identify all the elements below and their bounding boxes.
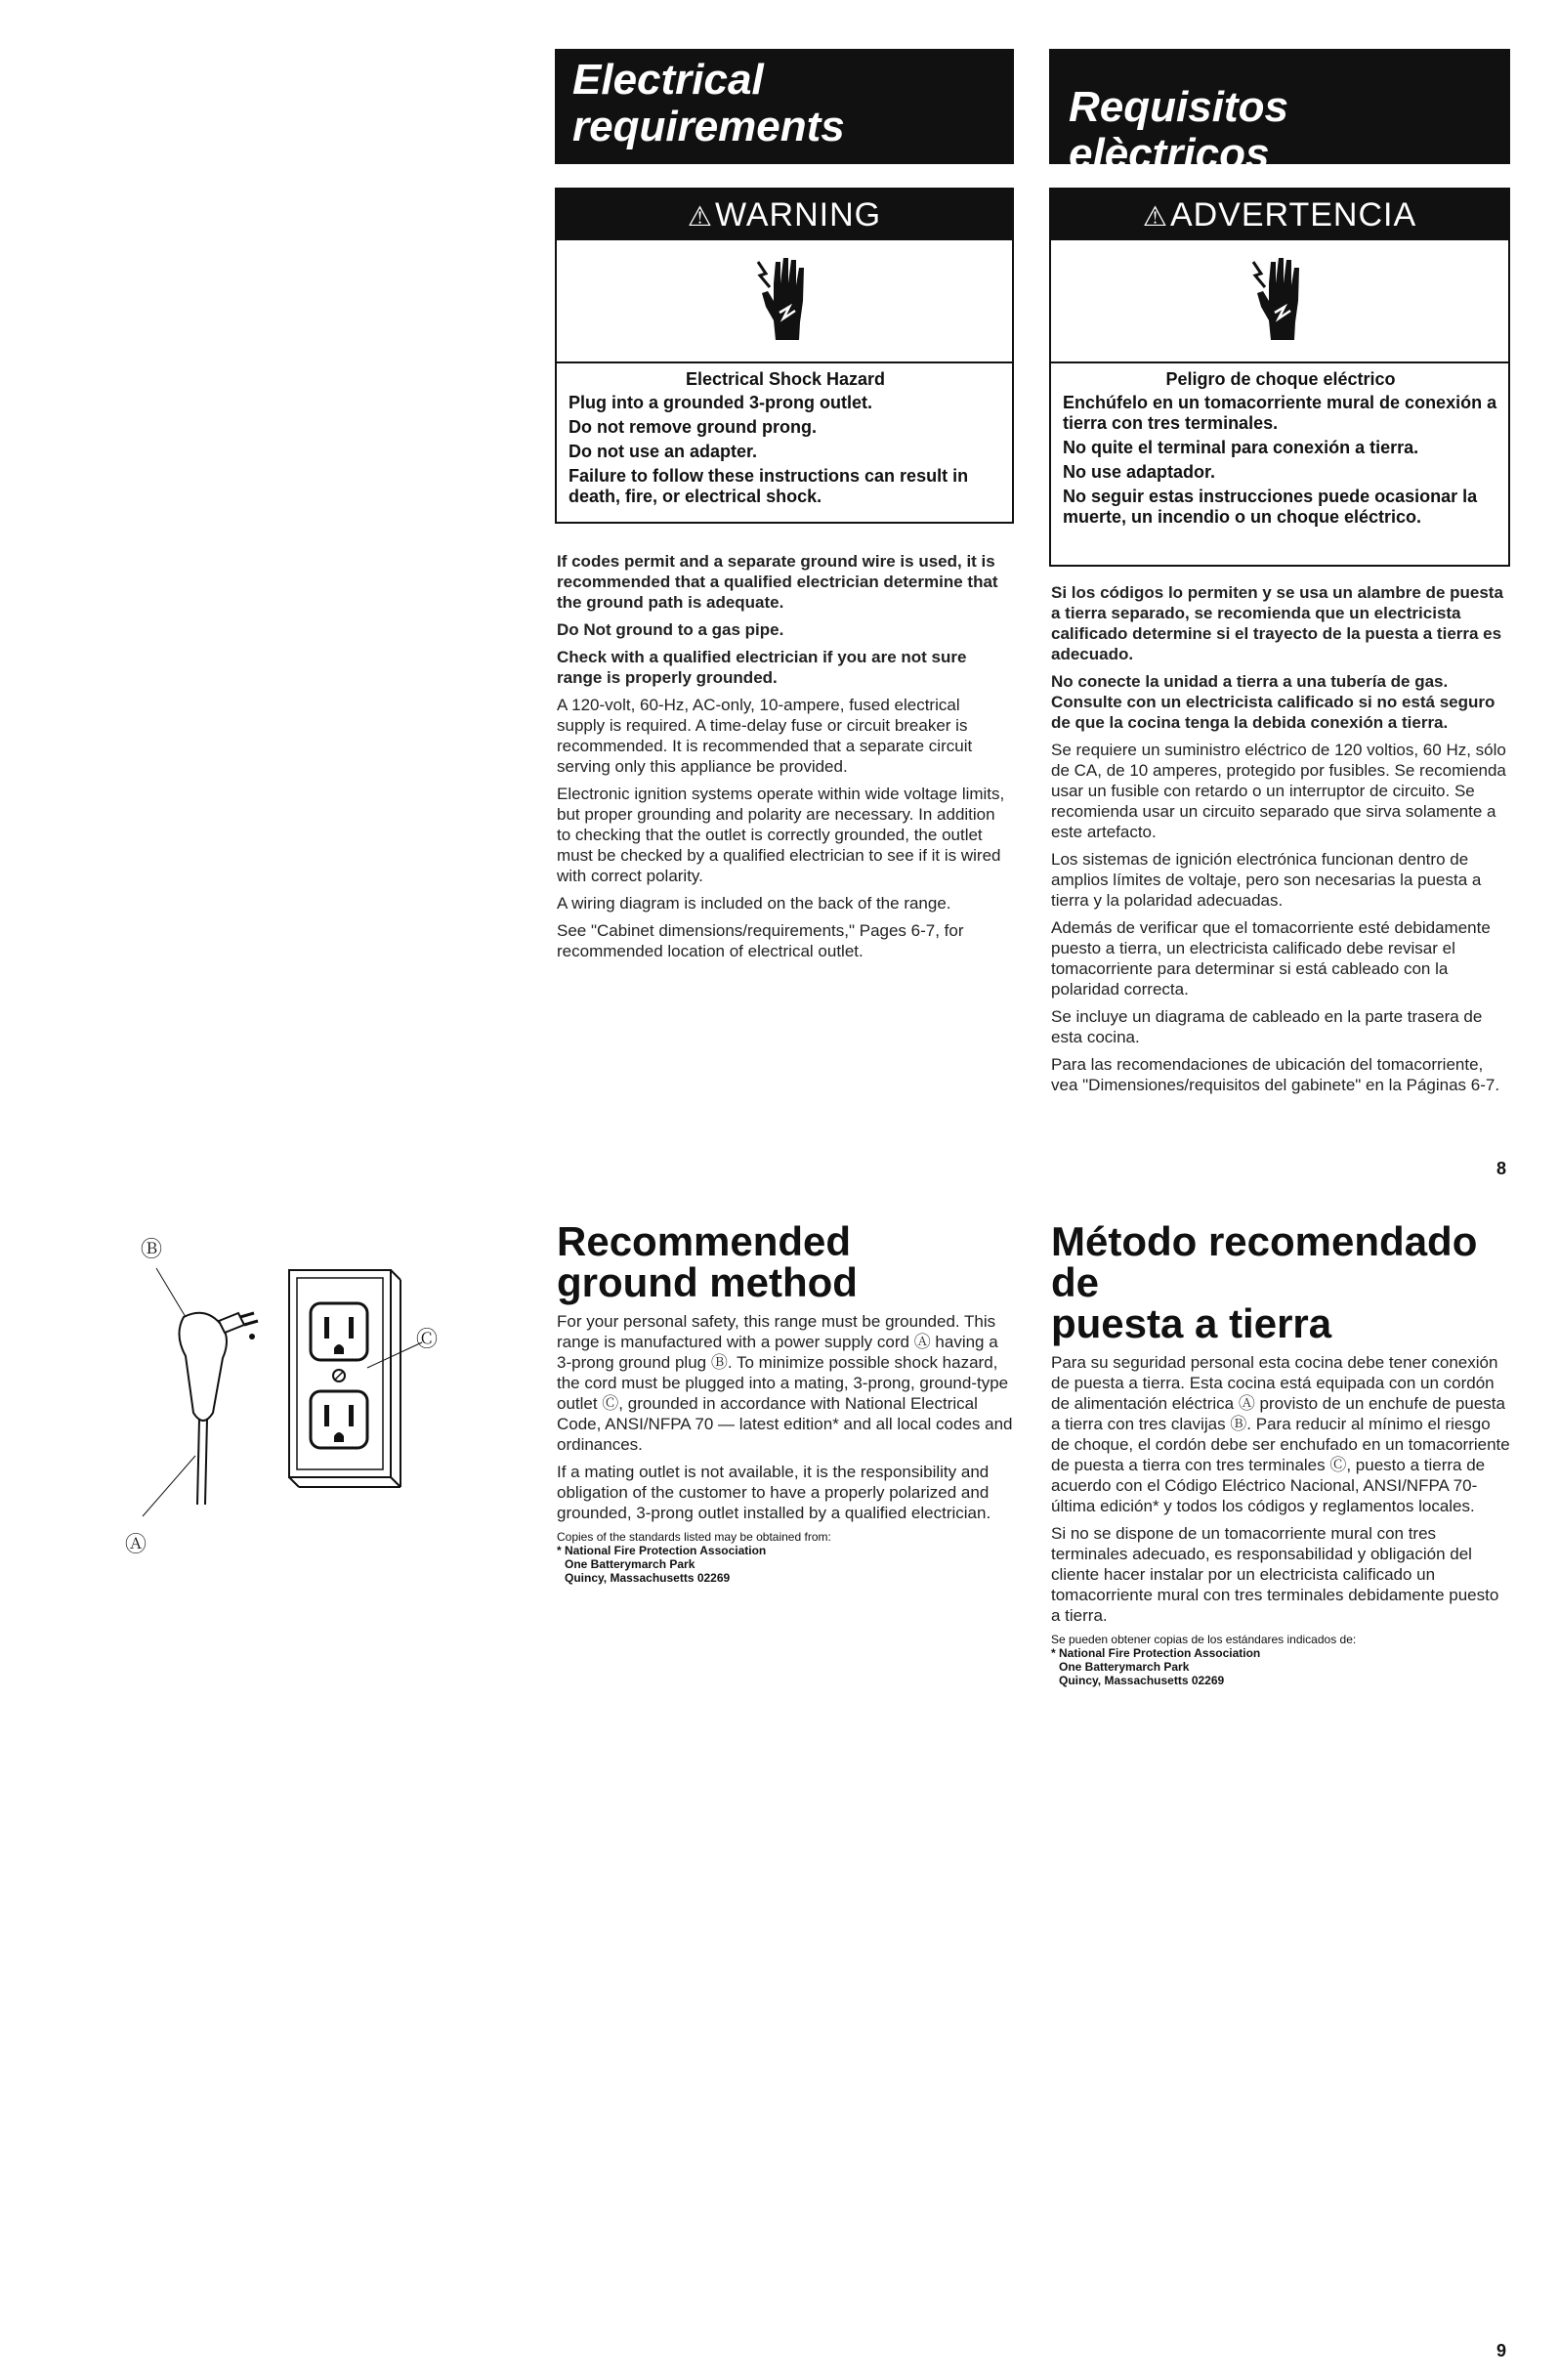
warning-line: Plug into a grounded 3-prong outlet. — [569, 393, 872, 412]
paragraph: Si no se dispone de un tomacorriente mural con tres terminales adecuado, es responsabilidad y obligación del cliente hacer instalar por un electricista calificado un tomacorriente mural con tres terminales debidamente puesto a tierra. — [1051, 1524, 1499, 1625]
section-title-line-2: ground method — [557, 1259, 858, 1305]
paragraph: Se requiere un suministro eléctrico de 120 voltios, 60 Hz, sólo de CA, de 10 amperes, protegido por fusibles. Se recomienda usar un fusible con retardo o un interruptor de circuito. Se recomienda usar un circuito separado que sirva solamente a este artefacto. — [1051, 741, 1506, 841]
advertencia-header-text: ADVERTENCIA — [1169, 196, 1417, 234]
paragraph: Electronic ignition systems operate within wide voltage limits, but proper grounding and polarity are necessary. In addition to checking that the outlet is correctly grounded, the outlet must be checked by a qualified electrician to see if it is wired with correct polarity. — [557, 785, 1005, 885]
label-b: Ⓑ — [141, 1237, 163, 1261]
section-title-line-1: Recommended — [557, 1218, 852, 1264]
warning-line: Do not remove ground prong. — [569, 417, 817, 437]
address-line: * National Fire Protection Association — [1051, 1646, 1261, 1660]
advertencia-line: No use adaptador. — [1063, 462, 1216, 482]
warning-triangle-icon: ⚠ — [687, 201, 714, 232]
shock-hazard-icon-area — [1051, 240, 1508, 363]
bold-paragraph: Si los códigos lo permiten y se usa un alambre de puesta a tierra separado, se recomienda que un electricista calificado determine si el trayecto de la puesta a tierra es adecuado. — [1051, 583, 1503, 663]
warning-triangle-icon: ⚠ — [1142, 201, 1168, 232]
address-line: * National Fire Protection Association — [557, 1544, 767, 1557]
advertencia-body — [1051, 363, 1508, 537]
section-title-line-2: puesta a tierra — [1051, 1300, 1332, 1346]
address-line: Quincy, Massachusetts 02269 — [565, 1571, 731, 1585]
paragraph: Para las recomendaciones de ubicación del tomacorriente, vea "Dimensiones/requisitos del gabinete" en la Páginas 6-7. — [1051, 1055, 1500, 1094]
banner-line-1: Electrical — [572, 56, 764, 104]
electric-shock-hand-icon — [754, 254, 815, 344]
paragraph: For your personal safety, this range must be grounded. This range is manufactured with a power supply cord Ⓐ having a 3-prong ground plug Ⓑ. To minimize possible shock hazard, the cord must be plugged into a mating, 3-prong, ground-type outlet Ⓒ, grounded in accordance with National Electrical Code, ANSI/NFPA 70 — latest edition* and all local codes and ordinances. — [557, 1312, 1013, 1454]
warning-title: Electrical Shock Hazard — [685, 369, 886, 389]
warning-box — [555, 188, 1014, 524]
address-line: One Batterymarch Park — [1059, 1660, 1190, 1674]
address-line: Quincy, Massachusetts 02269 — [1059, 1674, 1225, 1687]
advertencia-box — [1049, 188, 1510, 567]
shock-hazard-icon-area — [557, 240, 1012, 363]
grounding-diagram — [98, 1211, 508, 1583]
label-c: Ⓒ — [416, 1327, 439, 1351]
label-a: Ⓐ — [125, 1532, 147, 1556]
spanish-ground-method — [1051, 1218, 1510, 1687]
section-title — [1051, 1218, 1510, 1346]
bold-paragraph: Do Not ground to a gas pipe. — [557, 620, 784, 639]
warning-line: Do not use an adapter. — [569, 442, 758, 461]
spanish-electrical-text — [1051, 582, 1510, 1102]
copies-note: Copies of the standards listed may be obtained from: — [557, 1530, 831, 1544]
plug-outlet-illustration — [98, 1211, 508, 1583]
warning-body — [557, 363, 1012, 517]
advertencia-title: Peligro de choque eléctrico — [1165, 369, 1396, 389]
advertencia-line: No seguir estas instrucciones puede ocasionar la muerte, un incendio o un choque eléctrico. — [1063, 487, 1478, 527]
english-electrical-text — [557, 551, 1012, 968]
paragraph: A 120-volt, 60-Hz, AC-only, 10-ampere, fused electrical supply is required. A time-delay fuse or circuit breaker is recommended. It is recommended that a separate circuit serving only this appliance be provided. — [557, 696, 973, 776]
english-ground-method — [557, 1218, 1016, 1585]
paragraph: If a mating outlet is not available, it is the responsibility and obligation of the customer to have a properly polarized and grounded, 3-prong outlet installed by a qualified electrician. — [557, 1463, 991, 1522]
warning-header-text: WARNING — [715, 196, 882, 234]
paragraph: Para su seguridad personal esta cocina debe tener conexión de puesta a tierra. Esta cocina está equipada con un cordón de alimentación eléctrica Ⓐ provisto de un enchufe de puesta a tierra con tres clavijas Ⓑ. Para reducir al mínimo el riesgo de choque, el cordón debe ser enchufado en un tomacorriente de puesta a tierra con tres terminales Ⓒ, puesto a tierra de acuerdo con el Código Eléctrico Nacional, ANSI/NFPA 70-última edición* y todos los códigos y reglamentos locales. — [1051, 1353, 1510, 1515]
section-title-line-1: Método recomendado de — [1051, 1218, 1478, 1305]
paragraph: See "Cabinet dimensions/requirements," Pages 6-7, for recommended location of electrical outlet. — [557, 921, 964, 960]
standards-note — [557, 1530, 1016, 1585]
warning-header — [557, 190, 1012, 240]
paragraph: Los sistemas de ignición electrónica funcionan dentro de amplios límites de voltaje, pero son necesarias la puesta a tierra y la polaridad adecuadas. — [1051, 850, 1482, 910]
paragraph: A wiring diagram is included on the back of the range. — [557, 894, 951, 913]
copies-note: Se pueden obtener copias de los estándares indicados de: — [1051, 1633, 1357, 1646]
page-number-9: 9 — [1496, 2341, 1507, 2360]
ground-method-text — [557, 1311, 1016, 1523]
advertencia-header — [1051, 190, 1508, 240]
page-number-8: 8 — [1496, 1159, 1507, 1178]
english-section-banner — [555, 49, 1014, 164]
paragraph: Se incluye un diagrama de cableado en la parte trasera de esta cocina. — [1051, 1007, 1483, 1046]
warning-line: Failure to follow these instructions can result in death, fire, or electrical shock. — [569, 466, 969, 506]
banner-line-2: requirements — [572, 103, 845, 150]
paragraph: Además de verificar que el tomacorriente esté debidamente puesto a tierra, un electricista calificado debe revisar el tomacorriente para determinar si está cableado con la polaridad correcta. — [1051, 918, 1491, 999]
standards-note — [1051, 1633, 1510, 1687]
advertencia-line: Enchúfelo en un tomacorriente mural de conexión a tierra con tres terminales. — [1063, 393, 1497, 433]
banner-title: Requisitos elèctricos — [1069, 83, 1288, 178]
bold-paragraph: Check with a qualified electrician if you are not sure range is properly grounded. — [557, 648, 967, 687]
spanish-section-banner — [1049, 49, 1510, 178]
advertencia-line: No quite el terminal para conexión a tierra. — [1063, 438, 1419, 457]
electric-shock-hand-icon — [1249, 254, 1310, 344]
address-line: One Batterymarch Park — [565, 1557, 695, 1571]
ground-method-text — [1051, 1352, 1510, 1626]
bold-paragraph: No conecte la unidad a tierra a una tubería de gas. Consulte con un electricista calificado si no está seguro de que la cocina tenga la debida conexión a tierra. — [1051, 672, 1496, 732]
section-title — [557, 1218, 1016, 1305]
bold-paragraph: If codes permit and a separate ground wire is used, it is recommended that a qualified electrician determine that the ground path is adequate. — [557, 552, 998, 612]
